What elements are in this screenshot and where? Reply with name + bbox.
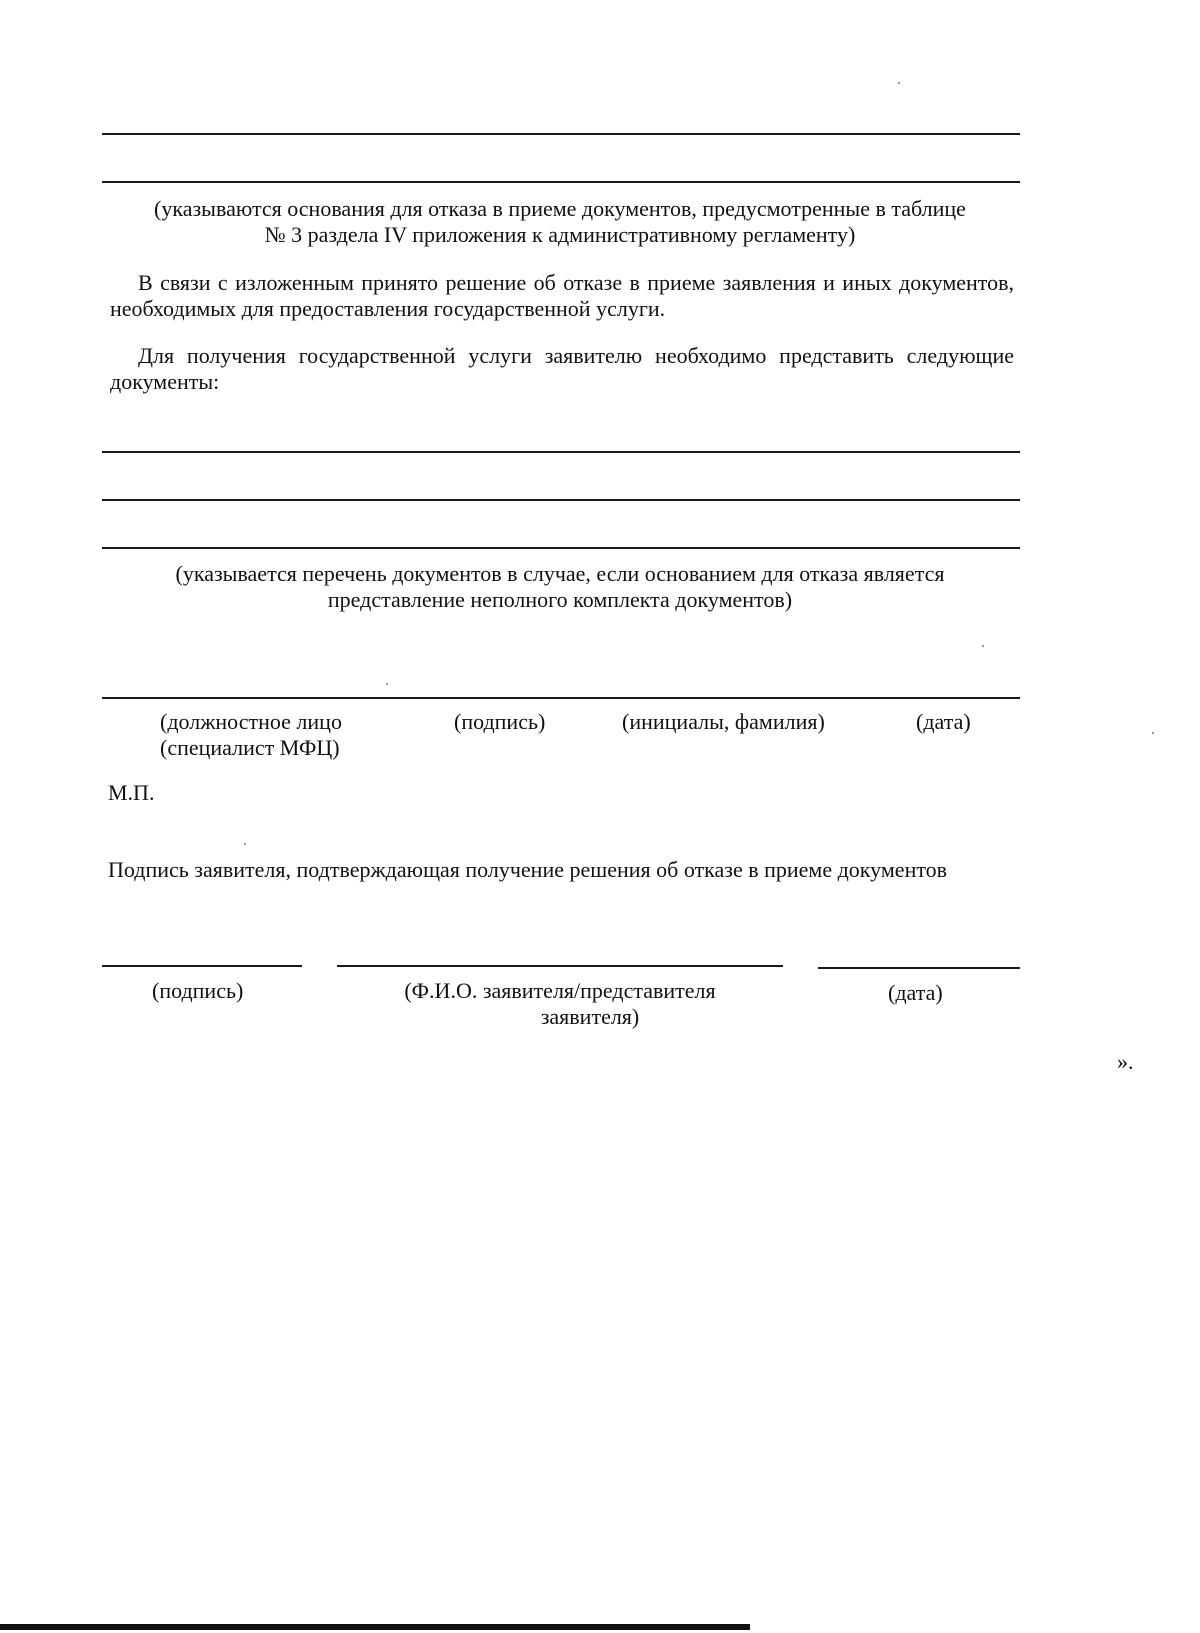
- official-position-line-1: (должностное лицо: [160, 709, 342, 734]
- scan-speck: [898, 82, 900, 84]
- fill-line-docs-2: [102, 499, 1020, 501]
- official-signature-line: [102, 697, 1020, 699]
- applicant-name-line: [337, 965, 783, 967]
- stamp-place-label: М.П.: [108, 780, 155, 805]
- docs-caption-line-1: (указывается перечень документов в случае, если основанием для отказа является: [175, 561, 945, 586]
- fill-line-basis-1: [102, 133, 1020, 135]
- applicant-name-caption: [370, 978, 750, 1030]
- scan-speck: [386, 683, 388, 685]
- applicant-name-line-1: (Ф.И.О. заявителя/представителя: [404, 978, 716, 1003]
- basis-caption: [100, 196, 1020, 248]
- applicant-signature-caption: (подпись): [152, 978, 244, 1003]
- fill-line-docs-1: [102, 451, 1020, 453]
- required-docs-paragraph: Для получения государственной услуги заявителю необходимо представить следующие документы:: [110, 343, 1014, 394]
- fill-line-docs-3: [102, 547, 1020, 549]
- official-position-caption: [160, 709, 400, 761]
- fill-line-basis-2: [102, 181, 1020, 183]
- basis-caption-line-2: № 3 раздела IV приложения к административному регламенту): [264, 222, 856, 247]
- applicant-date-caption: (дата): [888, 980, 943, 1005]
- closing-quote: ».: [1117, 1049, 1134, 1074]
- scan-speck: [982, 645, 984, 647]
- applicant-signature-line: [102, 965, 302, 967]
- applicant-name-line-2: заявителя): [540, 1004, 640, 1029]
- scan-speck: [1152, 732, 1154, 734]
- official-position-line-2: (специалист МФЦ): [160, 735, 340, 760]
- applicant-date-line: [818, 967, 1020, 969]
- official-date-caption: (дата): [916, 709, 971, 734]
- decision-paragraph: В связи с изложенным принято решение об отказе в приеме заявления и иных документов, необходимых для предоставления государственной услуги.: [110, 270, 1014, 321]
- docs-caption: [100, 561, 1020, 613]
- basis-caption-line-1: (указываются основания для отказа в приеме документов, предусмотренные в таблице: [154, 196, 966, 221]
- scan-speck: [244, 843, 246, 845]
- official-initials-caption: (инициалы, фамилия): [622, 709, 825, 734]
- scan-edge-bar: [0, 1624, 750, 1630]
- docs-caption-line-2: представление неполного комплекта документов): [327, 587, 793, 612]
- official-signature-caption: (подпись): [454, 709, 546, 734]
- applicant-receipt-paragraph: Подпись заявителя, подтверждающая получение решения об отказе в приеме документов: [108, 857, 948, 882]
